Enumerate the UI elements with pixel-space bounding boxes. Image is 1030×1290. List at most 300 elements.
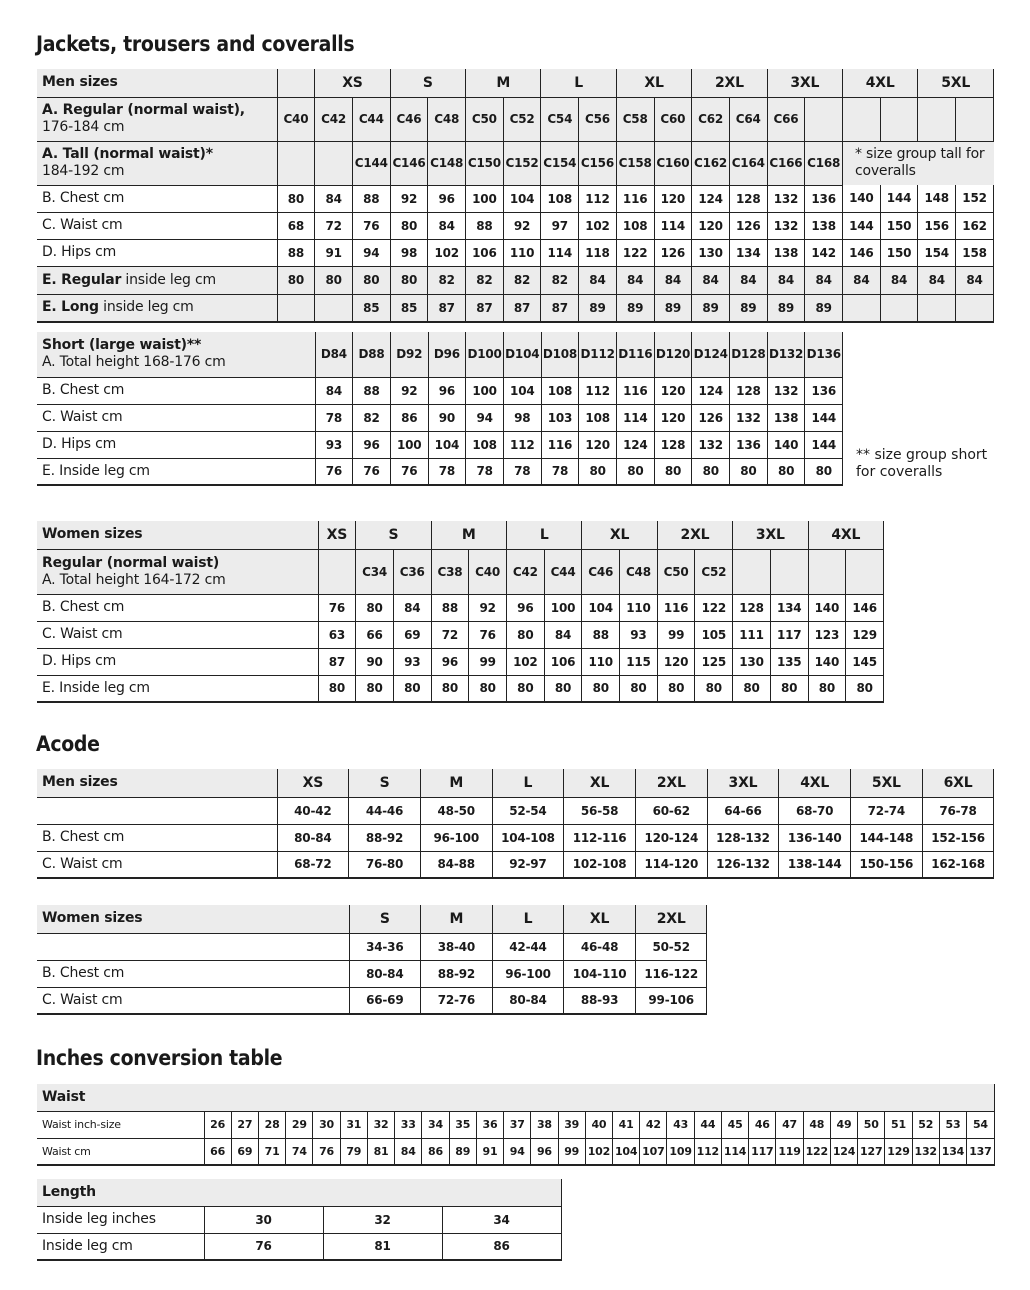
value-cell: 120 [579, 431, 617, 458]
value-cell: 92 [390, 185, 428, 212]
acode-men-table [37, 769, 994, 879]
value-cell: 111 [733, 621, 771, 648]
size-code: C44 [544, 549, 582, 594]
size-header: 3XL [767, 69, 842, 97]
size-header: XL [564, 769, 636, 797]
value-cell: 84 [315, 185, 353, 212]
value-cell: 162-168 [922, 851, 994, 878]
empty-cell [808, 549, 846, 594]
value-cell: 66 [356, 621, 394, 648]
value-cell: 84-88 [420, 851, 492, 878]
value-cell: 122 [695, 594, 733, 621]
size-code: C154 [541, 141, 579, 185]
value-cell: 30 [313, 1111, 340, 1138]
value-cell: 40 [585, 1111, 612, 1138]
table-row [37, 987, 707, 1014]
value-cell: 114 [721, 1138, 748, 1165]
value-cell: 117 [749, 1138, 776, 1165]
value-cell: 96 [353, 431, 391, 458]
size-header: L [492, 905, 564, 933]
value-cell: 104-110 [564, 960, 636, 987]
value-cell: 80 [506, 675, 544, 702]
size-code: C54 [541, 97, 579, 141]
row-label: E. Inside leg cm [37, 458, 315, 485]
value-cell: 96-100 [420, 824, 492, 851]
size-header: L [506, 521, 581, 549]
value-cell: 72 [431, 621, 469, 648]
value-cell: 80 [469, 675, 507, 702]
value-cell: 76 [390, 458, 428, 485]
value-cell: 102-108 [564, 851, 636, 878]
value-cell: 90 [428, 404, 466, 431]
size-code: C40 [277, 97, 315, 141]
size-code: C148 [428, 141, 466, 185]
value-cell: 119 [776, 1138, 803, 1165]
value-cell: 102 [428, 239, 466, 266]
row-label: C. Waist cm [37, 404, 315, 431]
value-cell: 86 [422, 1138, 449, 1165]
size-header: XS [277, 769, 349, 797]
row-label: C. Waist cm [37, 621, 318, 648]
value-cell: 80 [393, 675, 431, 702]
value-cell: 76 [469, 621, 507, 648]
value-cell: 104-108 [492, 824, 564, 851]
empty-cell [37, 797, 277, 824]
value-cell: 68 [277, 212, 315, 239]
value-cell: 102 [579, 212, 617, 239]
row-label-sub: A. Total height 164-172 cm [42, 571, 226, 588]
value-cell: 112 [579, 185, 617, 212]
value-cell: 80 [808, 675, 846, 702]
value-cell: 126-132 [707, 851, 779, 878]
value-cell: 112-116 [564, 824, 636, 851]
size-header: 5XL [918, 69, 994, 97]
value-cell: 80 [352, 266, 390, 294]
value-cell: 88-92 [349, 824, 421, 851]
size-header: 2XL [657, 521, 732, 549]
size-code: C46 [390, 97, 428, 141]
size-code: C42 [506, 549, 544, 594]
value-cell: 152-156 [922, 824, 994, 851]
value-cell: 84 [395, 1138, 422, 1165]
value-cell: 136 [805, 377, 843, 404]
size-code: C60 [654, 97, 692, 141]
size-code: D128 [730, 332, 768, 377]
value-cell: 144-148 [851, 824, 923, 851]
value-cell: 108 [616, 212, 654, 239]
value-cell: 54 [967, 1111, 995, 1138]
value-cell: 128-132 [707, 824, 779, 851]
row-label: Waist inch-size [37, 1111, 204, 1138]
value-cell: 138-144 [779, 851, 851, 878]
value-cell: 84 [654, 266, 692, 294]
value-cell: 94 [352, 239, 390, 266]
value-cell: 112 [503, 431, 541, 458]
size-code: D88 [353, 332, 391, 377]
size-code: C38 [431, 549, 469, 594]
row-label-main: E. Regular [42, 271, 122, 288]
value-cell: 108 [541, 185, 579, 212]
table-row [37, 824, 994, 851]
size-code: C50 [657, 549, 695, 594]
row-label: B. Chest cm [37, 185, 277, 212]
empty-cell [733, 549, 771, 594]
value-cell: 140 [842, 185, 880, 212]
size-code: 40-42 [277, 797, 349, 824]
table-row [37, 69, 994, 97]
value-cell: 87 [503, 294, 541, 322]
value-cell: 79 [340, 1138, 367, 1165]
value-cell: 88 [466, 212, 504, 239]
value-cell: 84 [315, 377, 353, 404]
value-cell: 118 [579, 239, 617, 266]
value-cell: 117 [770, 621, 808, 648]
value-cell: 96 [531, 1138, 558, 1165]
value-cell: 82 [466, 266, 504, 294]
value-cell: 74 [286, 1138, 313, 1165]
row-label: B. Chest cm [37, 824, 277, 851]
empty-cell [846, 549, 884, 594]
value-cell: 99 [657, 621, 695, 648]
size-header: 3XL [707, 769, 779, 797]
value-cell: 138 [767, 404, 805, 431]
value-cell: 31 [340, 1111, 367, 1138]
regular-label [37, 97, 277, 141]
value-cell: 80 [579, 458, 617, 485]
value-cell: 80 [277, 266, 315, 294]
size-code: D92 [390, 332, 428, 377]
value-cell: 102 [506, 648, 544, 675]
value-cell: 43 [667, 1111, 694, 1138]
row-label: Inside leg cm [37, 1233, 204, 1260]
value-cell: 80 [356, 675, 394, 702]
value-cell: 46 [749, 1111, 776, 1138]
value-cell: 100 [466, 377, 504, 404]
size-code: 34-36 [349, 933, 421, 960]
value-cell: 82 [541, 266, 579, 294]
table-row [37, 1111, 994, 1138]
size-header: M [466, 69, 541, 97]
size-header: 2XL [635, 769, 707, 797]
value-cell: 144 [880, 185, 918, 212]
table-row [37, 675, 884, 702]
table-row [37, 594, 884, 621]
value-cell: 80 [431, 675, 469, 702]
size-header: 5XL [851, 769, 923, 797]
value-cell: 108 [579, 404, 617, 431]
size-code: C158 [616, 141, 654, 185]
value-cell: 76 [315, 458, 353, 485]
value-cell: 129 [885, 1138, 912, 1165]
value-cell: 78 [466, 458, 504, 485]
value-cell: 124 [692, 377, 730, 404]
value-cell: 86 [442, 1233, 561, 1260]
row-label: D. Hips cm [37, 431, 315, 458]
size-header: XL [582, 521, 657, 549]
value-cell: 138 [805, 212, 843, 239]
value-cell: 140 [767, 431, 805, 458]
value-cell: 96 [428, 377, 466, 404]
row-label: C. Waist cm [37, 212, 277, 239]
size-header: S [390, 69, 465, 97]
value-cell: 84 [692, 266, 730, 294]
empty-cell [956, 294, 994, 322]
value-cell: 93 [620, 621, 658, 648]
table-row [37, 905, 707, 933]
value-cell: 80-84 [492, 987, 564, 1014]
value-cell: 120 [654, 404, 692, 431]
value-cell: 26 [204, 1111, 231, 1138]
value-cell: 136-140 [779, 824, 851, 851]
table-row [37, 521, 884, 549]
value-cell: 80 [544, 675, 582, 702]
empty-cell [880, 97, 918, 141]
value-cell: 91 [476, 1138, 503, 1165]
value-cell: 89 [729, 294, 767, 322]
size-header: XS [315, 69, 390, 97]
value-cell: 91 [315, 239, 353, 266]
value-cell: 116 [617, 377, 655, 404]
value-cell: 80 [657, 675, 695, 702]
size-code: D112 [579, 332, 617, 377]
value-cell: 144 [805, 431, 843, 458]
waist-conversion-table [37, 1084, 995, 1166]
row-label-main: Short (large waist)** [42, 337, 202, 354]
men-size-table [37, 69, 994, 323]
value-cell: 109 [667, 1138, 694, 1165]
size-header: 4XL [779, 769, 851, 797]
size-header: XL [616, 69, 691, 97]
value-cell: 84 [805, 266, 843, 294]
value-cell: 120-124 [635, 824, 707, 851]
value-cell: 128 [654, 431, 692, 458]
value-cell: 120 [692, 212, 730, 239]
value-cell: 29 [286, 1111, 313, 1138]
value-cell: 84 [544, 621, 582, 648]
value-cell: 150 [880, 212, 918, 239]
size-code: C66 [767, 97, 805, 141]
value-cell: 136 [730, 431, 768, 458]
value-cell: 114 [654, 212, 692, 239]
value-cell: 88-93 [564, 987, 636, 1014]
value-cell: 120 [654, 185, 692, 212]
value-cell: 156 [918, 212, 956, 239]
value-cell: 125 [695, 648, 733, 675]
value-cell: 78 [428, 458, 466, 485]
regular-leg-label [37, 266, 277, 294]
value-cell: 53 [939, 1111, 966, 1138]
size-header: M [431, 521, 506, 549]
value-cell: 84 [729, 266, 767, 294]
size-header: 3XL [733, 521, 808, 549]
value-cell: 80 [318, 675, 356, 702]
size-code: D120 [654, 332, 692, 377]
row-label-sub: A. Total height 168-176 cm [42, 354, 226, 371]
size-code: 48-50 [420, 797, 492, 824]
value-cell: 80 [315, 266, 353, 294]
table-row [37, 1206, 561, 1233]
size-code: 52-54 [492, 797, 564, 824]
size-code: 44-46 [349, 797, 421, 824]
size-code: 50-52 [635, 933, 707, 960]
row-label: B. Chest cm [37, 960, 349, 987]
value-cell: 80 [617, 458, 655, 485]
value-cell: 129 [846, 621, 884, 648]
value-cell: 116 [541, 431, 579, 458]
size-header: 4XL [808, 521, 883, 549]
size-code: C164 [729, 141, 767, 185]
value-cell: 124 [617, 431, 655, 458]
empty-cell [842, 97, 880, 141]
value-cell: 80 [846, 675, 884, 702]
value-cell: 76 [313, 1138, 340, 1165]
size-header: S [349, 769, 421, 797]
header-label: Length [37, 1179, 561, 1206]
size-code: C152 [503, 141, 541, 185]
value-cell: 110 [620, 594, 658, 621]
size-code: 46-48 [564, 933, 636, 960]
table-row [37, 1138, 994, 1165]
table-row [37, 1179, 561, 1206]
size-code: C144 [352, 141, 390, 185]
empty-cell [805, 97, 843, 141]
value-cell: 42 [640, 1111, 667, 1138]
row-label: D. Hips cm [37, 648, 318, 675]
value-cell: 86 [390, 404, 428, 431]
tall-label [37, 141, 277, 185]
value-cell: 112 [579, 377, 617, 404]
table-row [37, 185, 994, 212]
value-cell: 104 [613, 1138, 640, 1165]
value-cell: 28 [258, 1111, 285, 1138]
table-row [37, 377, 843, 404]
value-cell: 134 [729, 239, 767, 266]
value-cell: 99 [558, 1138, 585, 1165]
value-cell: 104 [582, 594, 620, 621]
value-cell: 150 [880, 239, 918, 266]
value-cell: 122 [803, 1138, 830, 1165]
value-cell: 100 [390, 431, 428, 458]
size-code: C150 [466, 141, 504, 185]
value-cell: 80 [767, 458, 805, 485]
size-code: 56-58 [564, 797, 636, 824]
value-cell: 130 [733, 648, 771, 675]
value-cell: 98 [503, 404, 541, 431]
value-cell: 72 [315, 212, 353, 239]
value-cell: 89 [692, 294, 730, 322]
size-header: XS [318, 521, 356, 549]
empty-cell [770, 549, 808, 594]
value-cell: 66 [204, 1138, 231, 1165]
value-cell: 104 [428, 431, 466, 458]
row-label-rest: inside leg cm [121, 271, 216, 288]
regular-label [37, 549, 318, 594]
size-code: D100 [466, 332, 504, 377]
size-code: D104 [503, 332, 541, 377]
value-cell: 76 [353, 458, 391, 485]
women-size-table [37, 521, 884, 703]
table-row [37, 1084, 994, 1111]
value-cell: 89 [579, 294, 617, 322]
value-cell: 89 [616, 294, 654, 322]
size-header: XL [564, 905, 636, 933]
size-code: C48 [620, 549, 658, 594]
value-cell: 89 [449, 1138, 476, 1165]
size-header: S [349, 905, 421, 933]
table-row [37, 97, 994, 141]
value-cell: 103 [541, 404, 579, 431]
size-code: C166 [767, 141, 805, 185]
value-cell: 85 [352, 294, 390, 322]
value-cell: 45 [721, 1111, 748, 1138]
value-cell: 98 [390, 239, 428, 266]
header-label: Women sizes [37, 905, 349, 933]
value-cell: 108 [466, 431, 504, 458]
value-cell: 80 [582, 675, 620, 702]
value-cell: 41 [613, 1111, 640, 1138]
value-cell: 93 [315, 431, 353, 458]
value-cell: 132 [767, 212, 805, 239]
value-cell: 33 [395, 1111, 422, 1138]
value-cell: 126 [654, 239, 692, 266]
value-cell: 128 [730, 377, 768, 404]
value-cell: 84 [842, 266, 880, 294]
size-header: 2XL [692, 69, 767, 97]
value-cell: 135 [770, 648, 808, 675]
value-cell: 84 [956, 266, 994, 294]
value-cell: 82 [503, 266, 541, 294]
value-cell: 99-106 [635, 987, 707, 1014]
row-label: C. Waist cm [37, 987, 349, 1014]
table-row [37, 431, 843, 458]
table-row [37, 769, 994, 797]
value-cell: 88-92 [421, 960, 493, 987]
value-cell: 96 [428, 185, 466, 212]
value-cell: 100 [466, 185, 504, 212]
value-cell: 93 [393, 648, 431, 675]
value-cell: 44 [694, 1111, 721, 1138]
table-row [37, 141, 994, 185]
value-cell: 100 [544, 594, 582, 621]
value-cell: 34 [442, 1206, 561, 1233]
value-cell: 32 [367, 1111, 394, 1138]
value-cell: 130 [692, 239, 730, 266]
value-cell: 80 [390, 212, 428, 239]
value-cell: 89 [767, 294, 805, 322]
value-cell: 110 [582, 648, 620, 675]
length-conversion-table [37, 1179, 562, 1261]
size-code: 42-44 [492, 933, 564, 960]
table-row [37, 549, 884, 594]
value-cell: 84 [393, 594, 431, 621]
size-code: C58 [616, 97, 654, 141]
value-cell: 80 [770, 675, 808, 702]
value-cell: 114 [617, 404, 655, 431]
value-cell: 92 [390, 377, 428, 404]
empty-cell [318, 549, 356, 594]
size-code: D132 [767, 332, 805, 377]
value-cell: 110 [503, 239, 541, 266]
value-cell: 48 [803, 1111, 830, 1138]
value-cell: 80 [277, 185, 315, 212]
value-cell: 84 [918, 266, 956, 294]
value-cell: 150-156 [851, 851, 923, 878]
value-cell: 88 [277, 239, 315, 266]
value-cell: 80 [695, 675, 733, 702]
value-cell: 87 [466, 294, 504, 322]
size-header: S [356, 521, 431, 549]
value-cell: 114 [541, 239, 579, 266]
